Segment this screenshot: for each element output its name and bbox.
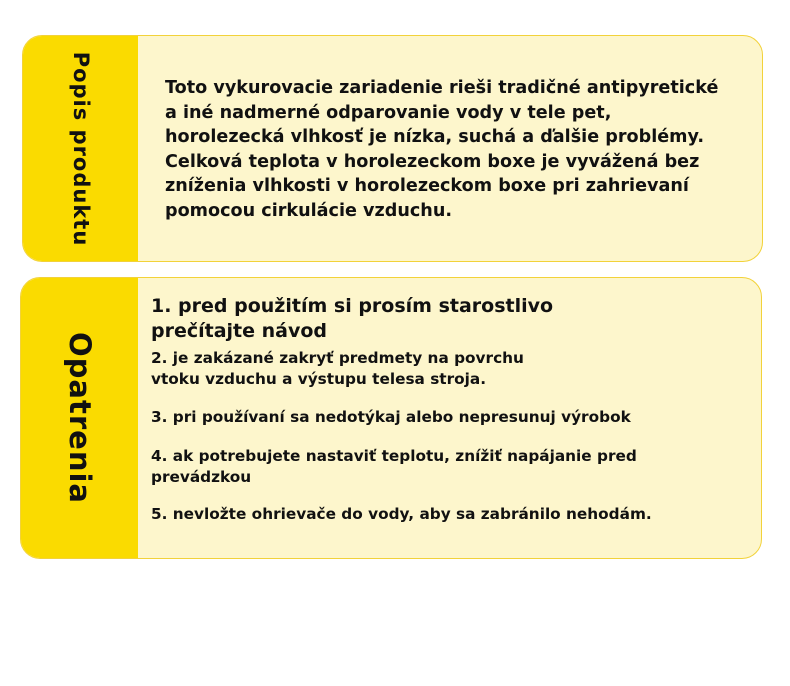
precaution-item-5: 5. nevložte ohrievače do vody, aby sa zabránilo nehodám. xyxy=(151,505,652,523)
precaution-item-3: 3. pri používaní sa nedotýkaj alebo nepresunuj výrobok xyxy=(151,408,631,426)
precaution-item-2: 2. je zakázané zakryť predmety na povrchu vtoku vzduchu a výstupu telesa stroja. xyxy=(151,349,524,388)
precaution-item-1: 1. pred použitím si prosím starostlivo prečítajte návod xyxy=(151,295,554,342)
product-description-card xyxy=(22,35,763,262)
precautions-heading: Opatrenia xyxy=(62,332,97,504)
description-text: Toto vykurovacie zariadenie rieši tradičné antipyretické a iné nadmerné odparovanie vody v tele pet, horolezecká vlhkosť je nízka, suchá a ďalšie problémy. Celková teplota v horolezeckom boxe je vyvážená bez zníženia vlhkosti v horolezeckom boxe pri zahrievaní pomocou cirkulácie vzduchu. xyxy=(165,78,719,221)
precaution-item-4: 4. ak potrebujete nastaviť teplotu, znížiť napájanie pred prevádzkou xyxy=(151,447,637,486)
precautions-side-panel xyxy=(21,278,138,558)
description-heading: Popis produktu xyxy=(68,51,93,246)
description-side-panel xyxy=(23,36,138,261)
precautions-card xyxy=(20,277,762,559)
